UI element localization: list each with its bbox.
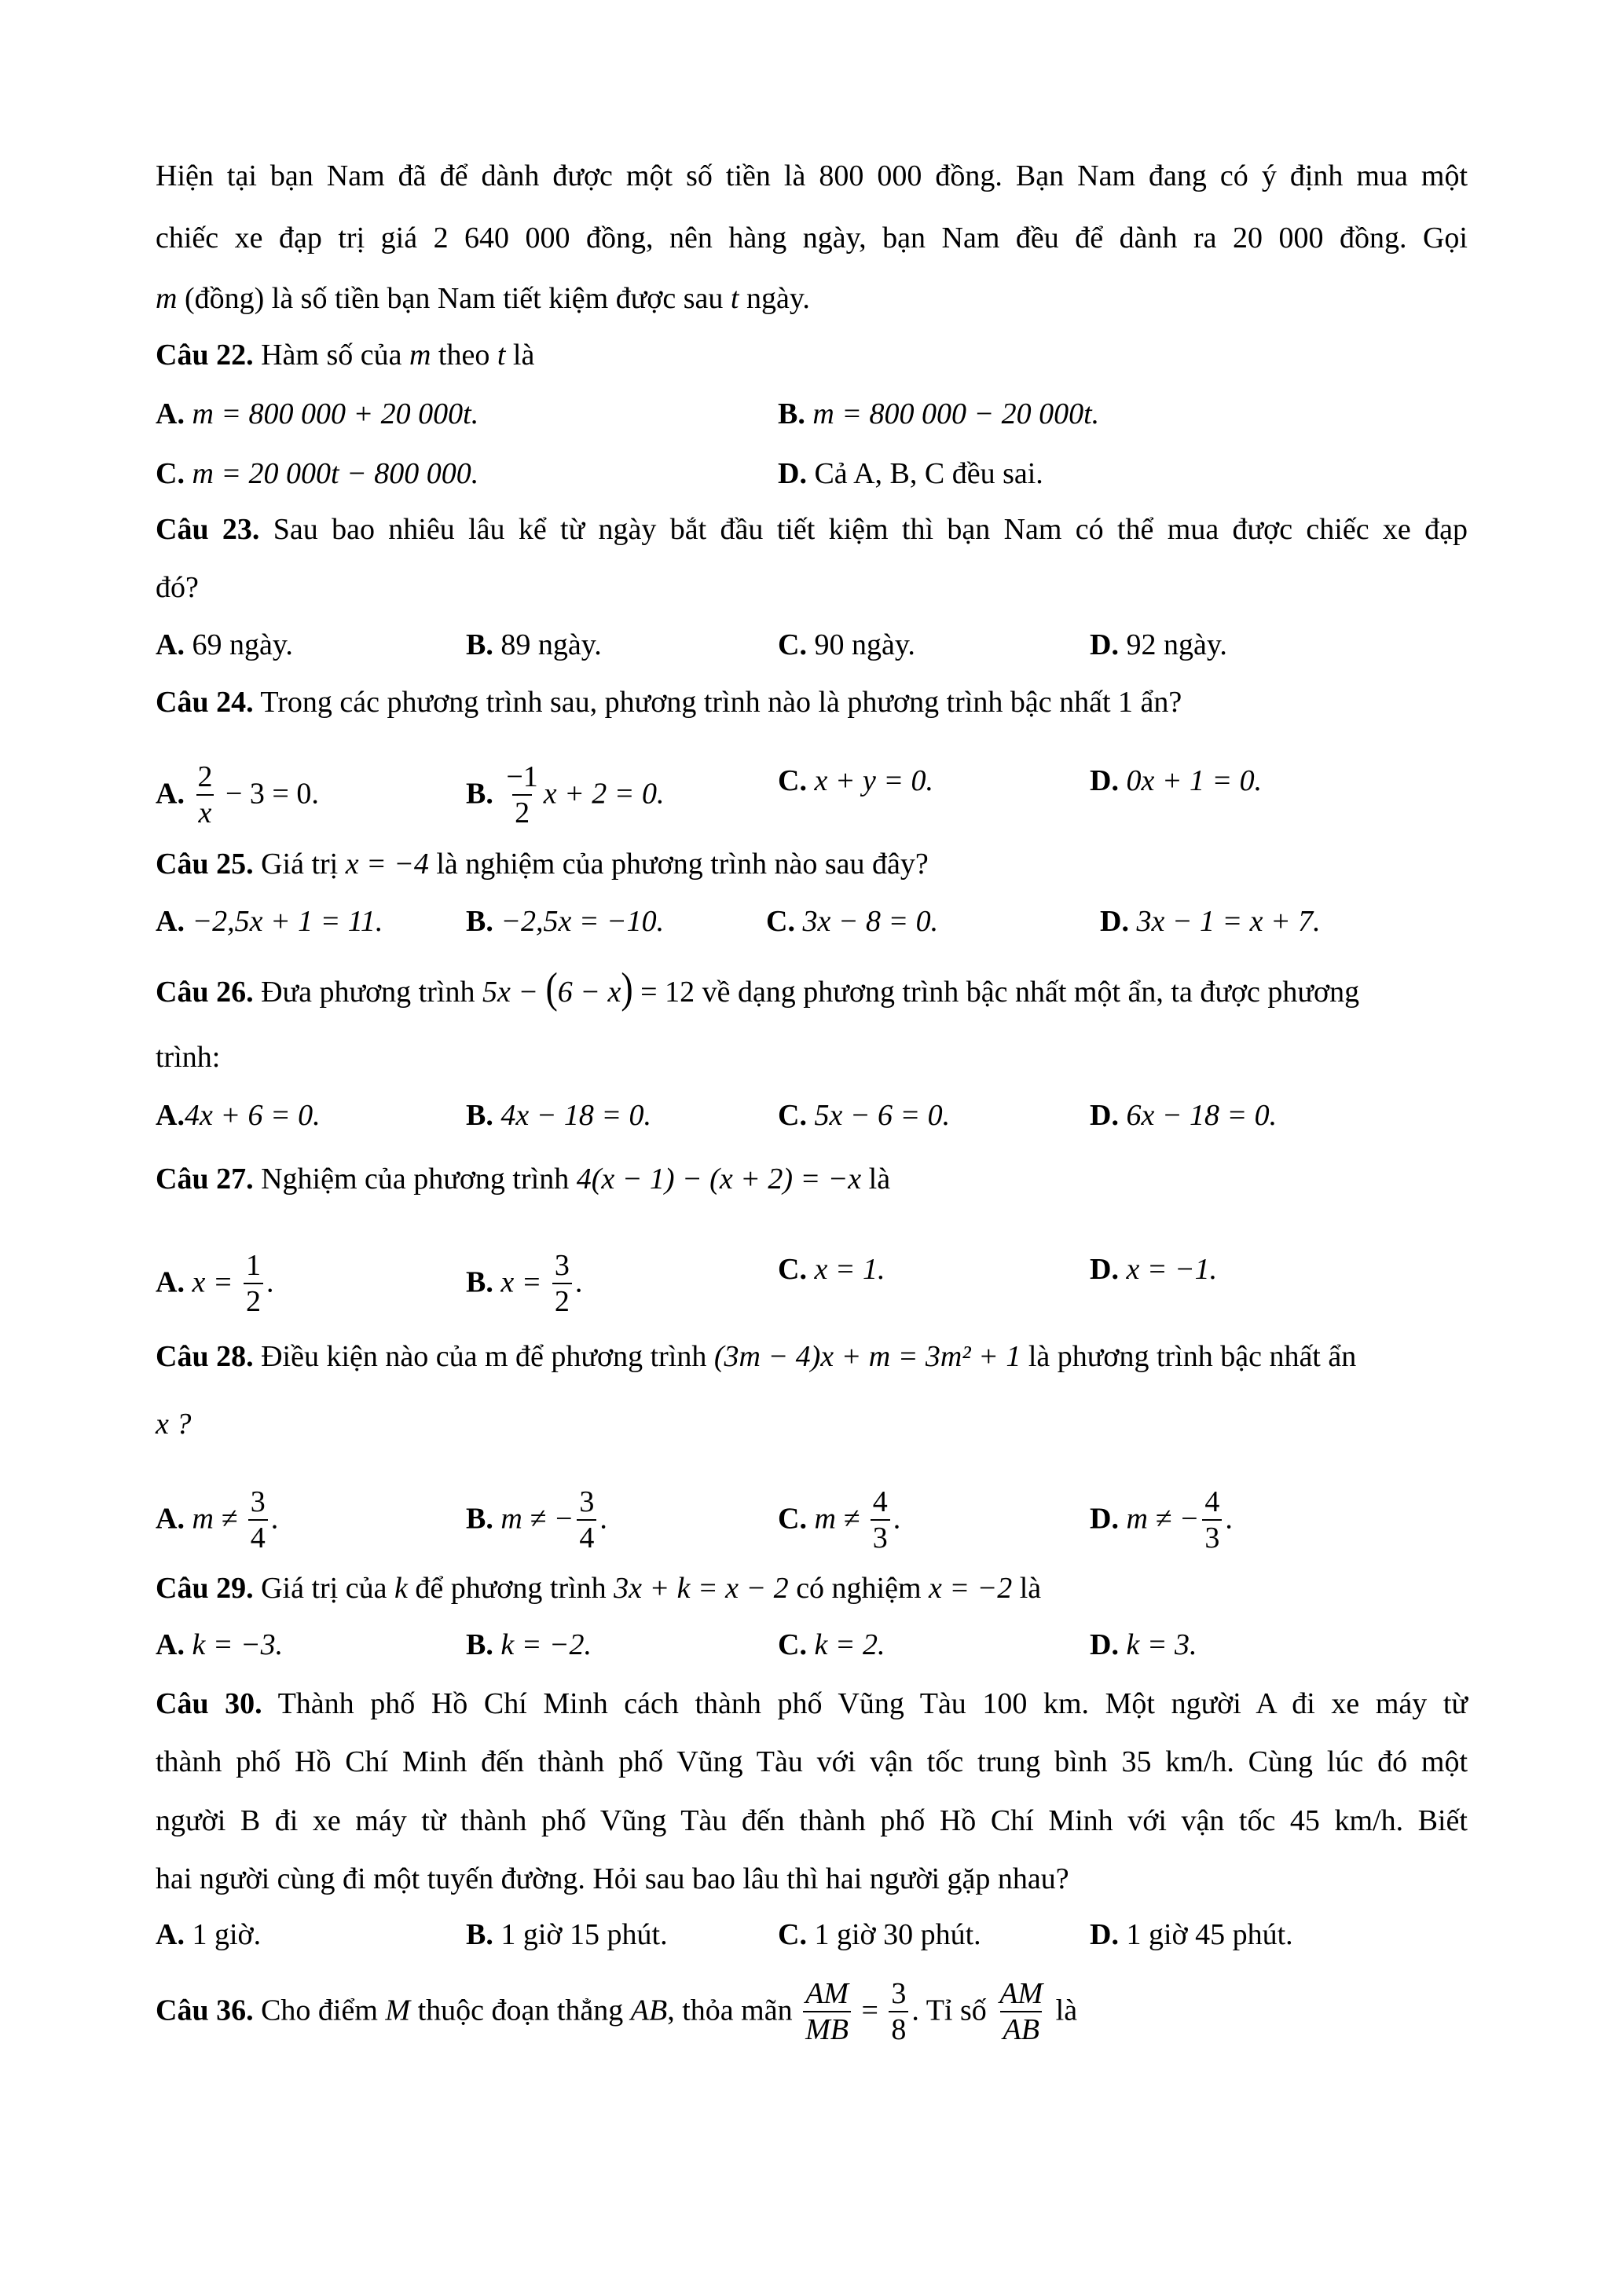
option-letter: A. xyxy=(156,1502,185,1536)
option-letter: A. xyxy=(156,1265,185,1299)
option-letter: A. xyxy=(156,1628,185,1661)
math-expression: 4(x − 1) − (x + 2) = −x xyxy=(576,1163,862,1196)
left-paren: ( xyxy=(545,963,558,1012)
option-text: Cả A, B, C đều sai. xyxy=(806,457,1043,490)
fraction xyxy=(248,1485,268,1555)
question-36-label: Câu 36. xyxy=(156,1994,254,2027)
question-29-label: Câu 29. xyxy=(156,1572,254,1605)
option-letter: D. xyxy=(1090,1502,1119,1536)
question-26-stem xyxy=(156,963,1468,1012)
question-26-option-b[interactable] xyxy=(466,1096,651,1135)
numerator: 1 xyxy=(245,1249,261,1282)
denominator: 2 xyxy=(552,1283,572,1319)
denominator: x xyxy=(196,794,214,830)
option-text: 90 ngày. xyxy=(806,628,915,661)
option-text: 89 ngày. xyxy=(493,628,602,661)
option-text: x = xyxy=(493,1265,549,1299)
denominator: 4 xyxy=(577,1519,596,1555)
option-text: x = xyxy=(184,1265,240,1299)
option-letter: D. xyxy=(1100,905,1129,938)
stem-text: Cho điểm xyxy=(253,1994,386,2027)
option-text: x = −1. xyxy=(1118,1253,1218,1286)
stem-text: Điều kiện nào của m để phương trình xyxy=(253,1340,714,1373)
fraction xyxy=(1202,1485,1222,1555)
denominator: 2 xyxy=(512,794,532,830)
stem-text: là phương trình bậc nhất ẩn xyxy=(1021,1340,1357,1373)
question-24-option-b[interactable] xyxy=(466,760,665,829)
option-text: 3x − 8 = 0. xyxy=(794,905,939,938)
option-text: 69 ngày. xyxy=(184,628,293,661)
option-text: 4x − 18 = 0. xyxy=(493,1099,652,1132)
intro-line-3-mid: (đồng) là số tiền bạn Nam tiết kiệm được sau xyxy=(177,282,731,315)
question-26-label: Câu 26. xyxy=(156,976,254,1009)
var-t: t xyxy=(497,339,506,372)
fraction xyxy=(244,1248,263,1319)
math-expression: = 12 xyxy=(632,976,695,1009)
stem-text: Giá trị của xyxy=(253,1572,394,1605)
stem-text: Hàm số của xyxy=(253,339,409,372)
option-text: 4x + 6 = 0. xyxy=(184,1099,321,1132)
option-text: −2,5x + 1 = 11. xyxy=(184,905,383,938)
option-text: m ≠ − xyxy=(493,1502,574,1536)
fraction-am-mb xyxy=(803,1976,851,2047)
question-24-option-d[interactable] xyxy=(1090,761,1262,800)
question-29-option-a[interactable] xyxy=(156,1625,283,1664)
numerator: AM xyxy=(999,1977,1043,2010)
option-text: m ≠ xyxy=(806,1502,867,1536)
option-text: . xyxy=(599,1502,607,1536)
stem-text: là xyxy=(1048,1994,1078,2027)
question-27-label: Câu 27. xyxy=(156,1163,254,1196)
option-letter: D. xyxy=(1090,1918,1119,1951)
stem-text: Nghiệm của phương trình xyxy=(253,1163,577,1196)
fraction xyxy=(552,1248,572,1319)
var-M: M xyxy=(385,1994,411,2027)
question-25-label: Câu 25. xyxy=(156,848,254,881)
option-text: k = −2. xyxy=(493,1628,592,1661)
question-25-stem xyxy=(156,844,929,884)
stem-text: là xyxy=(861,1163,891,1196)
option-letter: D. xyxy=(1090,1099,1119,1132)
option-text: k = 2. xyxy=(806,1628,885,1661)
question-30-line-4: hai người cùng đi một tuyến đường. Hỏi sau bao lâu thì hai người gặp nhau? xyxy=(156,1862,1069,1895)
numerator: AM xyxy=(805,1977,849,2010)
option-text: x + 2 = 0. xyxy=(543,777,665,811)
denominator: MB xyxy=(803,2011,851,2047)
numerator: 4 xyxy=(872,1485,888,1518)
question-26-option-d[interactable] xyxy=(1090,1096,1277,1135)
option-text: − 3 = 0. xyxy=(218,777,319,811)
question-23-label: Câu 23. xyxy=(156,513,260,546)
option-text: 1 giờ 30 phút. xyxy=(806,1918,981,1951)
math-expression: x = −2 xyxy=(929,1572,1013,1605)
question-28-option-d[interactable] xyxy=(1090,1485,1233,1554)
denominator: 4 xyxy=(248,1519,268,1555)
numerator: 4 xyxy=(1204,1485,1220,1518)
question-22-option-d[interactable] xyxy=(778,454,1043,493)
question-24-stem xyxy=(156,683,1182,722)
stem-text: để phương trình xyxy=(407,1572,614,1605)
question-24-option-c[interactable] xyxy=(778,761,933,800)
stem-text: theo xyxy=(431,339,497,372)
option-text: 1 giờ. xyxy=(184,1918,262,1951)
option-letter: C. xyxy=(766,905,795,938)
stem-text: là nghiệm của phương trình nào sau đây? xyxy=(428,848,929,881)
option-text: m = 800 000 + 20 000t. xyxy=(184,397,479,430)
math-expression: (3m − 4)x + m = 3m² + 1 xyxy=(713,1340,1021,1373)
question-30-option-c[interactable] xyxy=(778,1915,981,1954)
stem-text: Sau bao nhiêu lâu kể từ ngày bắt đầu tiết kiệm thì bạn Nam có thể mua được chiếc xe đạp xyxy=(259,513,1468,546)
numerator: 3 xyxy=(554,1249,570,1282)
question-29-option-c[interactable] xyxy=(778,1625,885,1664)
option-letter: B. xyxy=(466,1628,493,1661)
stem-text: Trong các phương trình sau, phương trình nào là phương trình bậc nhất 1 ẩn? xyxy=(253,686,1182,719)
option-letter: B. xyxy=(466,905,493,938)
denominator: 3 xyxy=(871,1519,890,1555)
option-text: . xyxy=(574,1265,583,1299)
stem-text: . Tỉ số xyxy=(911,1994,995,2027)
question-25-option-c[interactable] xyxy=(766,902,938,941)
question-30-option-b[interactable] xyxy=(466,1915,668,1954)
question-28-stem-line-2: x ? xyxy=(156,1408,192,1441)
option-letter: B. xyxy=(466,1918,493,1951)
question-22-label: Câu 22. xyxy=(156,339,254,372)
option-letter: C. xyxy=(778,1628,807,1661)
option-letter: B. xyxy=(466,1502,493,1536)
option-letter: A. xyxy=(156,397,185,430)
question-27-option-c[interactable] xyxy=(778,1250,885,1289)
var-t: t xyxy=(730,282,739,315)
question-28-option-a[interactable] xyxy=(156,1485,279,1554)
question-23-stem-line-2: đó? xyxy=(156,571,199,604)
var-k: k xyxy=(394,1572,408,1605)
question-27-option-d[interactable] xyxy=(1090,1250,1217,1289)
stem-text: Giá trị xyxy=(253,848,346,881)
stem-text: thuộc đoạn thẳng xyxy=(410,1994,631,2027)
option-letter: A. xyxy=(156,628,185,661)
question-26-option-a[interactable] xyxy=(156,1096,321,1135)
question-24-label: Câu 24. xyxy=(156,686,254,719)
fraction xyxy=(504,760,540,830)
denominator: 2 xyxy=(244,1283,263,1319)
stem-text: là xyxy=(1012,1572,1042,1605)
option-letter: B. xyxy=(466,777,493,811)
option-text: 6x − 18 = 0. xyxy=(1118,1099,1278,1132)
option-letter: A. xyxy=(156,905,185,938)
question-22-option-c[interactable] xyxy=(156,454,478,493)
intro-line-1: Hiện tại bạn Nam đã để dành được một số tiền là 800 000 đồng. Bạn Nam đang có ý định mua một xyxy=(156,159,1468,192)
question-30-line-2: thành phố Hồ Chí Minh đến thành phố Vũng Tàu với vận tốc trung bình 35 km/h. Cùng lúc đó một xyxy=(156,1745,1468,1778)
option-text: m ≠ xyxy=(184,1502,245,1536)
option-letter: C. xyxy=(778,1099,807,1132)
option-text: x + y = 0. xyxy=(806,764,933,797)
numerator: 3 xyxy=(250,1485,266,1518)
option-letter: C. xyxy=(778,628,807,661)
option-text: . xyxy=(270,1502,279,1536)
option-letter: B. xyxy=(466,1099,493,1132)
stem-text: về dạng phương trình bậc nhất một ẩn, ta được phương xyxy=(695,976,1360,1009)
fraction xyxy=(195,760,214,830)
question-25-option-b[interactable] xyxy=(466,902,664,941)
var-m: m xyxy=(156,282,178,315)
math-expression: 3x + k = x − 2 xyxy=(614,1572,789,1605)
question-27-option-a[interactable] xyxy=(156,1249,274,1318)
question-22-option-a[interactable] xyxy=(156,394,478,434)
var-m: m xyxy=(409,339,431,372)
question-24-option-a[interactable] xyxy=(156,760,319,829)
question-23-option-b[interactable] xyxy=(466,625,602,665)
option-letter: C. xyxy=(778,764,807,797)
question-30-stem xyxy=(156,1684,1468,1723)
question-30-option-a[interactable] xyxy=(156,1915,261,1954)
question-28-stem xyxy=(156,1337,1468,1376)
option-letter: D. xyxy=(1090,1628,1119,1661)
option-text: 1 giờ 15 phút. xyxy=(493,1918,668,1951)
option-letter: C. xyxy=(778,1502,807,1536)
var-AB: AB xyxy=(630,1994,668,2027)
option-letter: C. xyxy=(778,1253,807,1286)
fraction-am-ab xyxy=(997,1976,1045,2047)
fraction-3-8 xyxy=(889,1976,908,2047)
question-28-option-b[interactable] xyxy=(466,1485,607,1554)
math-expression: 6 − x xyxy=(557,976,621,1009)
question-30-option-d[interactable] xyxy=(1090,1915,1293,1954)
option-text: 92 ngày. xyxy=(1118,628,1227,661)
option-letter: D. xyxy=(778,457,807,490)
question-27-stem xyxy=(156,1159,890,1199)
option-text: m ≠ − xyxy=(1118,1502,1200,1536)
option-text: k = −3. xyxy=(184,1628,284,1661)
intro-line-2: chiếc xe đạp trị giá 2 640 000 đồng, nên hàng ngày, bạn Nam đều để dành ra 20 000 đồng. Gọi xyxy=(156,222,1468,255)
question-30-line-3: người B đi xe máy từ thành phố Vũng Tàu đến thành phố Hồ Chí Minh với vận tốc 45 km/h. Biết xyxy=(156,1804,1468,1837)
question-26-option-c[interactable] xyxy=(778,1096,950,1135)
numerator: 3 xyxy=(579,1485,595,1518)
option-letter: A. xyxy=(156,777,185,811)
question-29-option-b[interactable] xyxy=(466,1625,592,1664)
question-25-option-d[interactable] xyxy=(1100,902,1321,941)
numerator: −1 xyxy=(506,760,538,793)
question-30-label: Câu 30. xyxy=(156,1687,262,1720)
option-text: . xyxy=(266,1265,274,1299)
fraction xyxy=(871,1485,890,1555)
stem-text: , thỏa mãn xyxy=(667,1994,801,2027)
math-expression: x = −4 xyxy=(345,848,429,881)
option-letter: C. xyxy=(778,1918,807,1951)
option-text: . xyxy=(893,1502,901,1536)
stem-text: Đưa phương trình xyxy=(253,976,482,1009)
numerator: 2 xyxy=(197,760,213,793)
option-text: m = 800 000 − 20 000t. xyxy=(805,397,1100,430)
question-36-stem xyxy=(156,1977,1078,2046)
option-letter: D. xyxy=(1090,1253,1119,1286)
option-letter: A. xyxy=(156,1918,185,1951)
stem-text: Thành phố Hồ Chí Minh cách thành phố Vũng Tàu 100 km. Một người A đi xe máy từ xyxy=(262,1687,1468,1720)
numerator: 3 xyxy=(891,1977,907,2010)
question-23-stem xyxy=(156,510,1468,549)
denominator: AB xyxy=(1000,2011,1041,2047)
intro-line-3 xyxy=(156,279,810,318)
question-23-option-c[interactable] xyxy=(778,625,915,665)
option-letter: D. xyxy=(1090,628,1119,661)
option-text: x = 1. xyxy=(806,1253,885,1286)
question-25-option-a[interactable] xyxy=(156,902,383,941)
question-28-option-c[interactable] xyxy=(778,1485,901,1554)
question-28-label: Câu 28. xyxy=(156,1340,254,1373)
option-text: . xyxy=(1225,1502,1233,1536)
intro-line-3-end: ngày. xyxy=(739,282,810,315)
equals-sign: = xyxy=(853,1994,886,2027)
option-letter: B. xyxy=(466,628,493,661)
option-text: 1 giờ 45 phút. xyxy=(1118,1918,1293,1951)
option-letter: B. xyxy=(466,1265,493,1299)
fraction xyxy=(577,1485,596,1555)
option-text: 3x − 1 = x + 7. xyxy=(1128,905,1321,938)
option-letter: D. xyxy=(1090,764,1119,797)
option-text: −2,5x = −10. xyxy=(493,905,665,938)
question-22-option-b[interactable] xyxy=(778,394,1099,434)
question-23-option-a[interactable] xyxy=(156,625,293,665)
stem-text: có nghiệm xyxy=(788,1572,929,1605)
stem-text: là xyxy=(505,339,535,372)
denominator: 8 xyxy=(889,2011,908,2047)
question-22-stem xyxy=(156,335,534,375)
option-text: m = 20 000t − 800 000. xyxy=(184,457,479,490)
question-27-option-b[interactable] xyxy=(466,1249,583,1318)
option-text: 0x + 1 = 0. xyxy=(1118,764,1263,797)
question-29-option-d[interactable] xyxy=(1090,1625,1197,1664)
option-letter: B. xyxy=(778,397,805,430)
right-paren: ) xyxy=(621,963,633,1012)
option-text: k = 3. xyxy=(1118,1628,1197,1661)
question-23-option-d[interactable] xyxy=(1090,625,1227,665)
question-29-stem xyxy=(156,1569,1041,1608)
option-text: 5x − 6 = 0. xyxy=(806,1099,951,1132)
question-26-stem-line-2: trình: xyxy=(156,1041,221,1074)
denominator: 3 xyxy=(1202,1519,1222,1555)
math-expression: 5x − xyxy=(482,976,546,1009)
option-letter: A. xyxy=(156,1099,185,1132)
option-letter: C. xyxy=(156,457,185,490)
